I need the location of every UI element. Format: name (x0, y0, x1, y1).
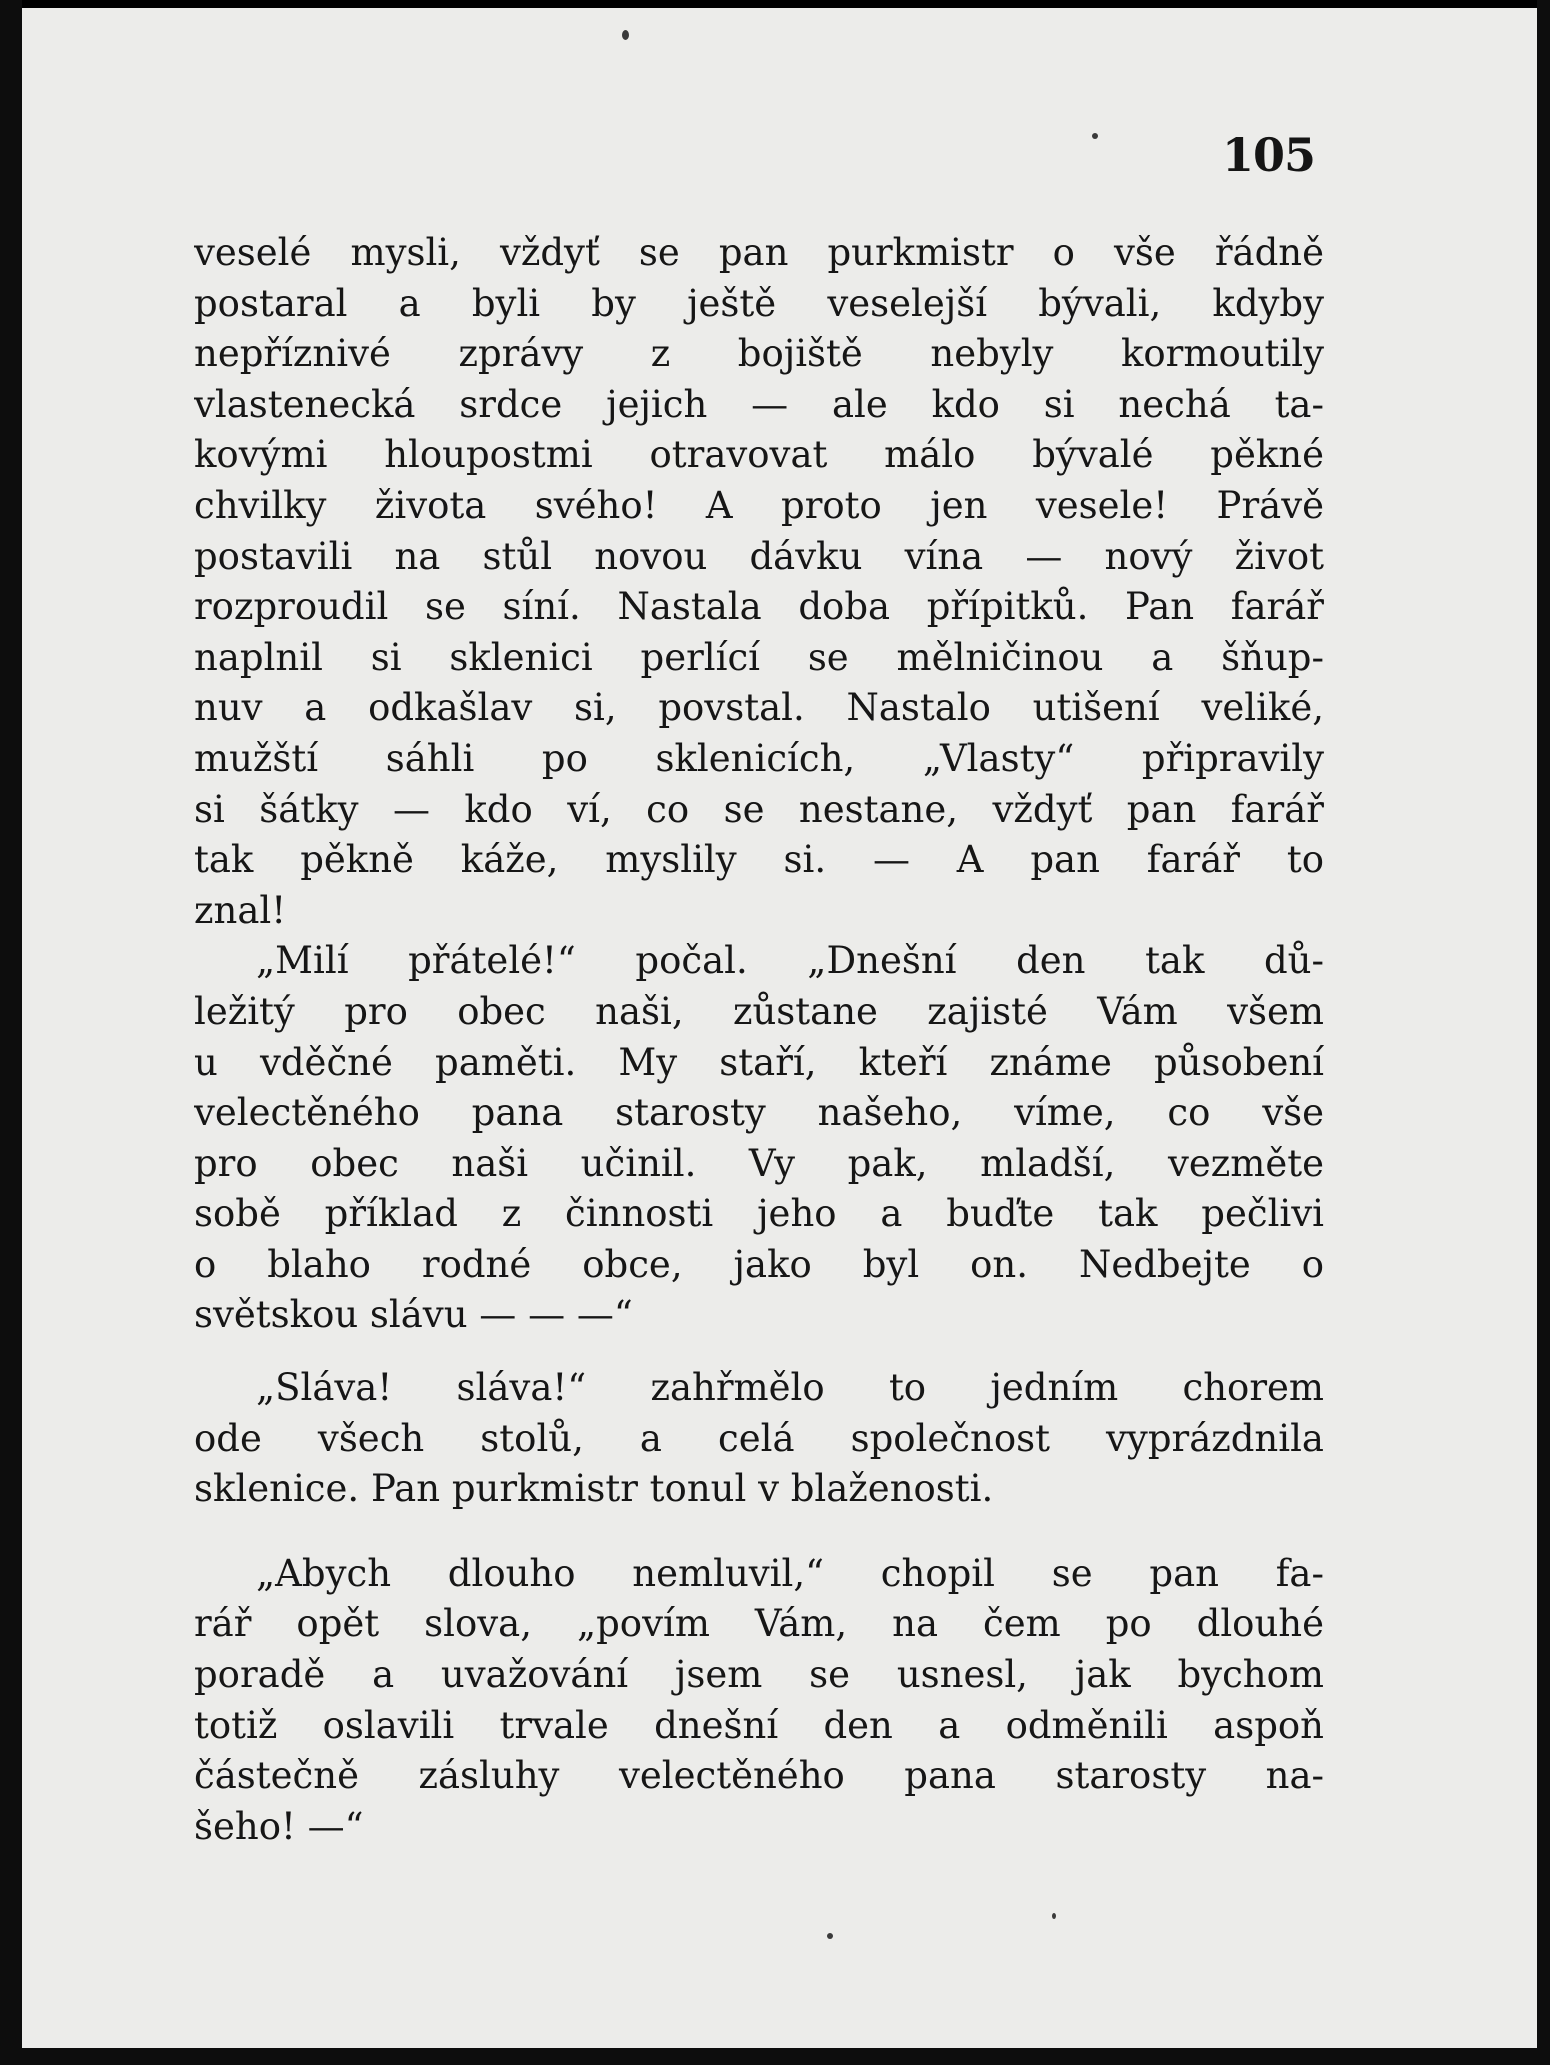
text-line: tak pěkně káže, myslily si. — A pan farář to (194, 838, 1324, 882)
text-line: totiž oslavili trvale dnešní den a odměnili aspoň (194, 1703, 1324, 1747)
text-line: postavili na stůl novou dávku vína — nový život (194, 534, 1324, 578)
scan-right-edge (1537, 0, 1550, 2065)
scan-speck (1092, 133, 1098, 139)
scan-speck (1052, 1913, 1056, 1919)
text-line: ležitý pro obec naši, zůstane zajisté Vám všem (194, 989, 1324, 1033)
text-line: rář opět slova, „povím Vám, na čem po dlouhé (194, 1602, 1324, 1646)
paragraph-gap (194, 1341, 1324, 1363)
text-line: šeho! —“ (194, 1804, 364, 1848)
scan-bottom-edge (0, 2048, 1550, 2065)
text-line: sklenice. Pan purkmistr tonul v blaženosti. (194, 1467, 994, 1511)
text-line: veselé mysli, vždyť se pan purkmistr o vše řádně (194, 231, 1324, 274)
paragraph (194, 1363, 1324, 1515)
text-line: si šátky — kdo ví, co se nestane, vždyť pan farář (194, 787, 1324, 831)
text-line: znal! (194, 888, 287, 932)
text-line: nuv a odkašlav si, povstal. Nastalo utišení veliké, (194, 686, 1324, 730)
text-line: sobě příklad z činnosti jeho a buďte tak pečlivi (194, 1192, 1324, 1236)
text-line: „Abych dlouho nemluvil,“ chopil se pan fa- (256, 1551, 1324, 1595)
text-line: mužští sáhli po sklenicích, „Vlasty“ připravily (194, 736, 1324, 780)
text-line: poradě a uvažování jsem se usnesl, jak bychom (194, 1653, 1324, 1697)
text-line: ode všech stolů, a celá společnost vyprázdnila (194, 1416, 1324, 1460)
paragraph (194, 936, 1324, 1341)
text-line: částečně zásluhy velectěného pana starosty na- (194, 1754, 1324, 1798)
text-line: „Milí přátelé!“ počal. „Dnešní den tak dů- (256, 939, 1324, 983)
paragraph-gap (194, 1515, 1324, 1549)
text-line: vlastenecká srdce jejich — ale kdo si nechá ta- (194, 382, 1324, 426)
body-text (194, 228, 1324, 1852)
text-line: „Sláva! sláva!“ zahřmělo to jedním chorem (256, 1366, 1324, 1410)
text-line: chvilky života svého! A proto jen vesele! Právě (194, 483, 1324, 527)
scan-speck (827, 1933, 833, 1939)
text-line: rozproudil se síní. Nastala doba přípitků. Pan farář (194, 585, 1324, 629)
scan-left-edge (0, 0, 22, 2065)
text-line: o blaho rodné obce, jako byl on. Nedbejte o (194, 1242, 1324, 1286)
scan-speck (622, 30, 629, 40)
page-number: 105 (1222, 128, 1316, 182)
text-line: kovými hloupostmi otravovat málo bývalé pěkné (194, 433, 1324, 477)
text-line: pro obec naši učinil. Vy pak, mladší, vezměte (194, 1141, 1324, 1185)
text-line: u vděčné paměti. My staří, kteří známe působení (194, 1040, 1324, 1084)
text-line: postaral a byli by ještě veselejší bývali, kdyby (194, 281, 1324, 325)
text-line: naplnil si sklenici perlící se mělničinou a šňup- (194, 635, 1324, 679)
paragraph (194, 1549, 1324, 1853)
text-line: nepříznivé zprávy z bojiště nebyly kormoutily (194, 332, 1324, 376)
book-page (22, 8, 1537, 2048)
text-line: světskou slávu — — —“ (194, 1293, 633, 1337)
text-line: velectěného pana starosty našeho, víme, co vše (194, 1091, 1324, 1135)
paragraph (194, 228, 1324, 936)
